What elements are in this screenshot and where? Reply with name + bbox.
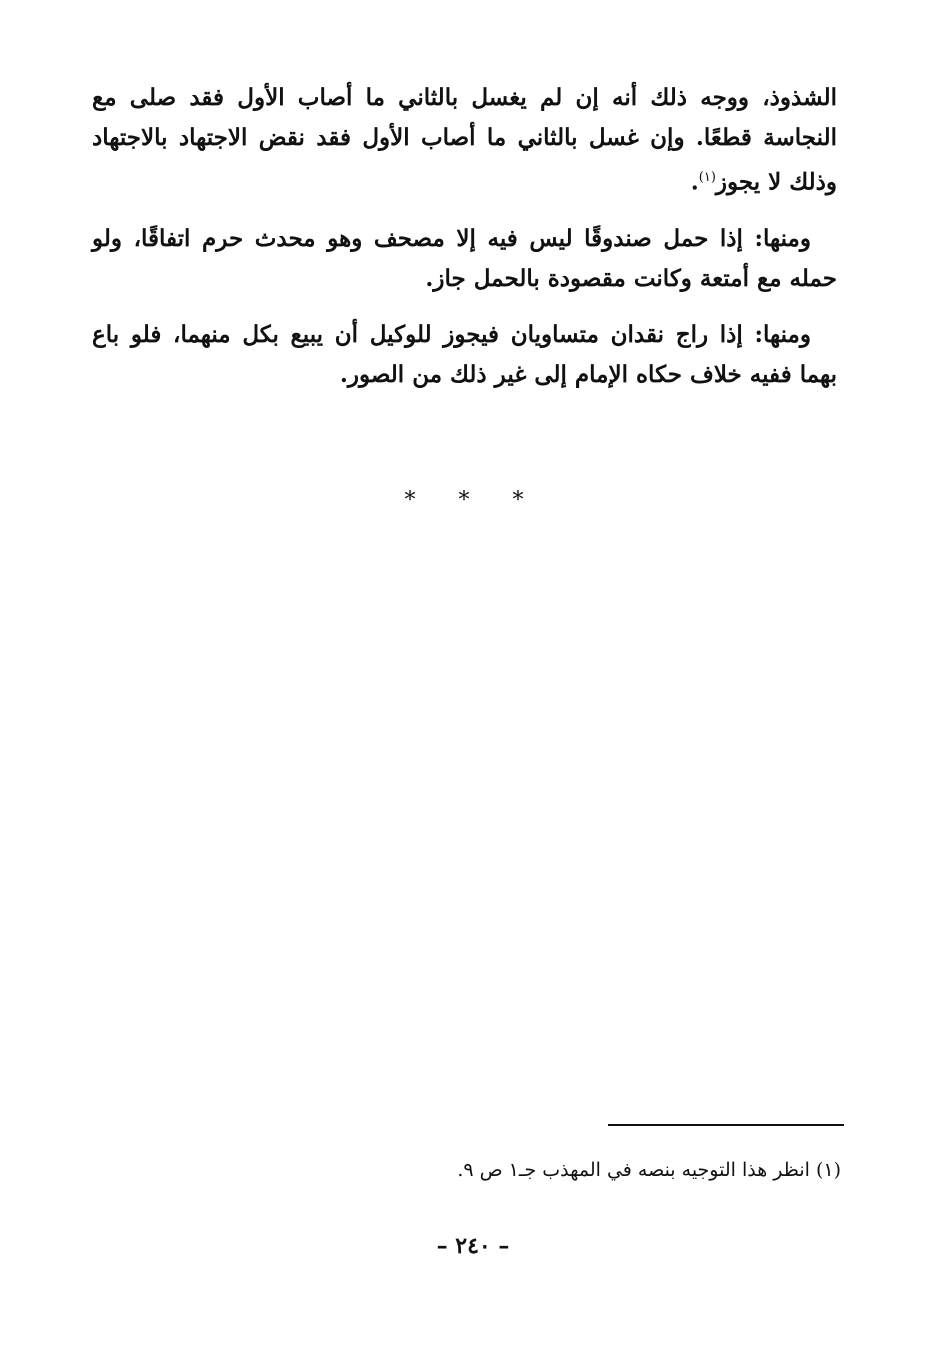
paragraph-1 <box>92 78 837 203</box>
paragraph-1-tail: . <box>690 168 699 196</box>
paragraph-1-text: الشذوذ، ووجه ذلك أنه إن لم يغسل بالثاني ما أصاب الأول فقد صلى مع النجاسة قطعًا. وإن غسل بالثاني ما أصاب الأول فقد نقض الاجتهاد بالاجتهاد وذلك لا يجوز <box>92 84 837 196</box>
footnote-divider <box>608 1124 844 1126</box>
footnote: (١) انظر هذا التوجيه بنصه في المهذب جـ١ ص ٩. <box>457 1159 841 1181</box>
paragraph-2: ومنها: إذا حمل صندوقًا ليس فيه إلا مصحف وهو محدث حرم اتفاقًا، ولو حمله مع أمتعة وكانت مقصودة بالحمل جاز. <box>92 224 837 292</box>
paragraph-3: ومنها: إذا راج نقدان متساويان فيجوز للوكيل أن يبيع بكل منهما، فلو باع بهما ففيه خلاف حكاه الإمام إلى غير ذلك من الصور. <box>92 320 837 388</box>
page-number: – ٢٤٠ – <box>436 1233 510 1259</box>
section-separator: * * * <box>404 488 542 513</box>
footnote-reference: (١) <box>698 170 716 185</box>
body-text <box>92 78 837 395</box>
